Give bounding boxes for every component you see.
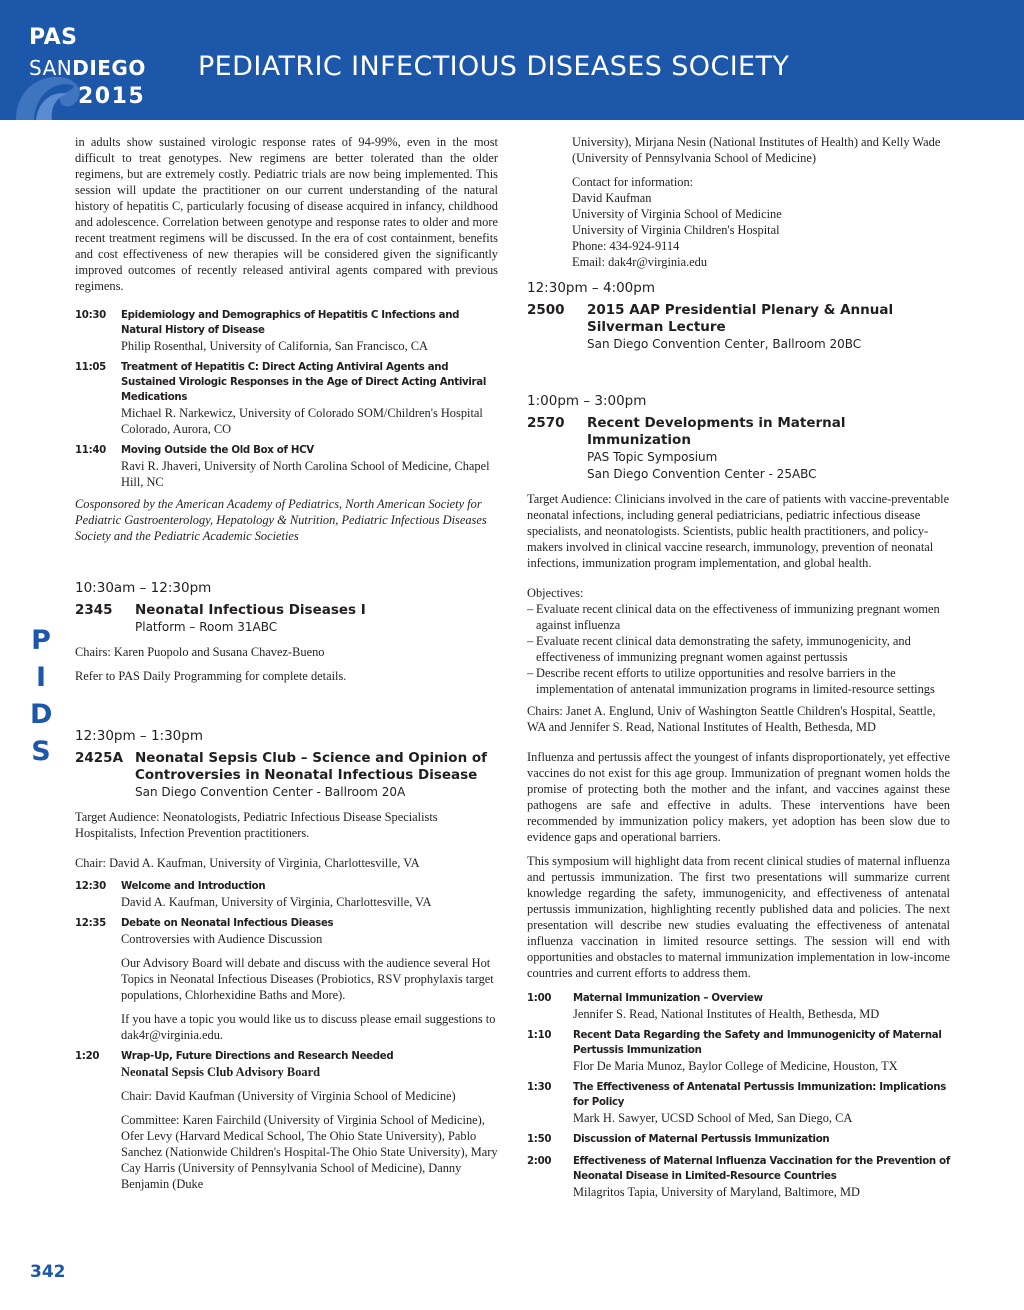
session-number: 2345 [75, 602, 113, 618]
slot-time: 1:50 [527, 1134, 552, 1145]
schedule-slot [75, 308, 498, 354]
session-number: 2425A [75, 750, 124, 766]
time-heading: 12:30pm – 4:00pm [527, 280, 655, 296]
session-2500 [527, 302, 950, 353]
slot-time: 12:30 [75, 881, 106, 892]
session-chairs: Chairs: Karen Puopolo and Susana Chavez-Bueno [75, 645, 325, 659]
objective-item: – Evaluate recent clinical data on the effectiveness of immunizing pregnant women against influenza [527, 601, 950, 633]
slot-subtitle: Neonatal Sepsis Club Advisory Board [121, 1065, 320, 1079]
hepatitis-intro: in adults show sustained virologic response rates of 94-99%, even in the most difficult to treat genotypes. New regimens are better tolerated than the older regimens, but are extremely costly. Pediatric trials are now being implemented. This session will update the practitioner on our current understanding of the natural history of hepatitis C, particularly focusing of disease acquired in infancy, childhood and adolescence. Correlation between genotype and response rates to older and more recent treatment regimens will be discussed. In the era of cost containment, benefits and cost effectiveness of new therapies will be considered given the significantly improved outcomes of recently released antiviral agents compared with previous regimens. [75, 135, 498, 293]
side-letter-p: P [31, 625, 51, 656]
slot-time: 11:05 [75, 362, 106, 373]
contact-line: Contact for information: [572, 175, 694, 189]
session-chairs: Chairs: Janet A. Englund, Univ of Washington Seattle Children's Hospital, Seattle, WA and Jennifer S. Read, National Institutes of Health, Bethesda, MD [527, 704, 936, 734]
slot-time: 1:30 [527, 1082, 552, 1093]
objectives-label: Objectives: [527, 586, 584, 600]
slot-chair: Chair: David Kaufman (University of Virginia School of Medicine) [121, 1089, 456, 1103]
contact-line: University of Virginia Children's Hospital [572, 223, 780, 237]
page-number: 342 [30, 1262, 66, 1282]
session-2345 [75, 602, 498, 636]
objective-text: Describe recent efforts to utilize opportunities and resolve barriers in the implementation of antenatal immunization programs in limited-resource settings [536, 666, 935, 696]
slot-time: 1:20 [75, 1051, 100, 1062]
slot-speaker: Michael R. Narkewicz, University of Colorado SOM/Children's Hospital Colorado, Aurora, CO [121, 406, 483, 436]
session-description: This symposium will highlight data from recent clinical studies of maternal influenza and pertussis immunization. The first two presentations will summarize current knowledge regarding the safety, immunogenicity, and effectiveness of antenatal pertussis immunization, highlighting recently published data and policies. The next presentation will describe new studies evaluating the effectiveness of antenatal influenza vaccination in limited resource settings. The session will end with opportunities and obstacles to maternal immunization implementation in low-income countries and current efforts to address them. [527, 854, 950, 980]
session-subtitle: PAS Topic Symposium [587, 450, 718, 464]
session-2570 [527, 415, 950, 483]
logo-diego: DIEGO [72, 56, 146, 80]
slot-title: Recent Data Regarding the Safety and Immunogenicity of Maternal Pertussis Immunization [573, 1030, 942, 1056]
schedule-slot [75, 360, 498, 437]
schedule-slot [75, 443, 498, 490]
slot-title: Moving Outside the Old Box of HCV [121, 445, 314, 456]
slot-title: Effectiveness of Maternal Influenza Vaccination for the Prevention of Neonatal Disease in Limited-Resource Countries [573, 1156, 950, 1182]
slot-title: Maternal Immunization – Overview [573, 993, 763, 1004]
schedule-slot [527, 991, 950, 1022]
session-title: Neonatal Infectious Diseases I [135, 602, 366, 618]
session-title: Recent Developments in Maternal Immunization [587, 415, 846, 448]
slot-title: Discussion of Maternal Pertussis Immunization [573, 1134, 830, 1145]
contact-line: David Kaufman [572, 191, 652, 205]
session-location: San Diego Convention Center - Ballroom 20A [135, 785, 406, 799]
slot-speaker: Ravi R. Jhaveri, University of North Carolina School of Medicine, Chapel Hill, NC [121, 459, 490, 489]
objective-item: – Evaluate recent clinical data demonstrating the safety, immunogenicity, and effectiveness of immunizing pregnant women against pertussis [527, 633, 950, 665]
slot-title: Wrap-Up, Future Directions and Research Needed [121, 1051, 394, 1062]
objective-text: Evaluate recent clinical data demonstrating the safety, immunogenicity, and effectiveness of immunizing pregnant women against pertussis [536, 634, 911, 664]
slot-speaker: Milagritos Tapia, University of Maryland, Baltimore, MD [573, 1185, 860, 1199]
session-location: San Diego Convention Center - 25ABC [587, 467, 817, 481]
session-title: Neonatal Sepsis Club – Science and Opinion of Controversies in Neonatal Infectious Disease [135, 750, 488, 783]
slot-committee: Committee: Karen Fairchild (University of Virginia School of Medicine), Ofer Levy (Harvard Medical School, The Ohio State University), Pablo Sanchez (Nationwide Children's Hospital-The Ohio State University), Mary Cay Harris (University of Pennsylvania School of Medicine), Danny Benjamin (Duke [121, 1113, 498, 1191]
side-letter-i: I [35, 662, 47, 693]
objective-item: – Describe recent efforts to utilize opportunities and resolve barriers in the implementation of antenatal immunization programs in limited-resource settings [527, 665, 950, 697]
time-heading: 1:00pm – 3:00pm [527, 393, 647, 409]
slot-speaker: David A. Kaufman, University of Virginia, Charlottesville, VA [121, 895, 432, 909]
contact-line: Phone: 434-924-9114 [572, 239, 680, 253]
side-pids-label [30, 625, 52, 773]
time-heading: 10:30am – 12:30pm [75, 580, 212, 596]
slot-speaker: Mark H. Sawyer, UCSD School of Med, San Diego, CA [573, 1111, 853, 1125]
session-number: 2570 [527, 415, 565, 431]
left-column [75, 134, 498, 1198]
session-location: San Diego Convention Center, Ballroom 20BC [587, 337, 862, 351]
session-chair: Chair: David A. Kaufman, University of Virginia, Charlottesville, VA [75, 856, 420, 870]
slot-subtitle: Controversies with Audience Discussion [121, 932, 323, 946]
society-title: PEDIATRIC INFECTIOUS DISEASES SOCIETY [198, 51, 790, 82]
slot-speaker: Flor De Maria Munoz, Baylor College of Medicine, Houston, TX [573, 1059, 898, 1073]
session-2425a [75, 750, 498, 801]
slot-title: Epidemiology and Demographics of Hepatitis C Infections and Natural History of Disease [121, 310, 460, 336]
session-title: 2015 AAP Presidential Plenary & Annual Silverman Lecture [587, 302, 894, 335]
contact-line: University of Virginia School of Medicine [572, 207, 782, 221]
logo-pas: PAS [29, 25, 78, 50]
schedule-slot [75, 879, 498, 910]
side-letter-d: D [30, 699, 53, 730]
slot-time: 1:10 [527, 1030, 552, 1041]
right-column [527, 134, 950, 1206]
side-letter-s: S [31, 736, 51, 767]
target-audience: Target Audience: Clinicians involved in the care of patients with vaccine-preventable neonatal infections, including general pediatricians, pediatric infectious disease specialists, and neonatologists. Scientists, public health practitioners, and policy-makers involved in clinical vaccine research, immunology, prevention of neonatal infections, immunization program implementation, and global health. [527, 492, 950, 570]
slot-time: 12:35 [75, 918, 106, 929]
schedule-slot [527, 1154, 950, 1200]
schedule-slot [527, 1028, 950, 1074]
schedule-slot [75, 916, 498, 1043]
slot-description: If you have a topic you would like us to discuss please email suggestions to dak4r@virginia.edu. [121, 1012, 496, 1042]
slot-time: 10:30 [75, 310, 106, 321]
slot-time: 2:00 [527, 1156, 552, 1167]
session-location: Platform – Room 31ABC [135, 620, 278, 634]
target-audience: Target Audience: Neonatologists, Pediatric Infectious Disease Specialists Hospitalists, Infection Prevention practitioners. [75, 810, 438, 840]
session-refer: Refer to PAS Daily Programming for complete details. [75, 669, 347, 683]
logo-year: 2015 [78, 84, 146, 109]
slot-description: Our Advisory Board will debate and discuss with the audience several Hot Topics in Neonatal Infectious Diseases (Probiotics, RSV prophylaxis target populations, Chlorhexidine Baths and More). [121, 956, 494, 1002]
time-heading: 12:30pm – 1:30pm [75, 728, 203, 744]
committee-continued: University), Mirjana Nesin (National Institutes of Health) and Kelly Wade (University of Pennsylvania School of Medicine) [572, 135, 941, 165]
contact-email[interactable]: Email: dak4r@virginia.edu [572, 255, 708, 269]
slot-time: 1:00 [527, 993, 552, 1004]
slot-title: Welcome and Introduction [121, 881, 266, 892]
logo-san-diego [29, 56, 146, 80]
slot-title: Debate on Neonatal Infectious Dieases [121, 918, 334, 929]
header-banner [0, 0, 1024, 120]
objective-text: Evaluate recent clinical data on the effectiveness of immunizing pregnant women against influenza [536, 602, 940, 632]
cosponsor-note: Cosponsored by the American Academy of Pediatrics, North American Society for Pediatric Gastroenterology, Hepatology & Nutrition, Pediatric Infectious Diseases Society and the Pediatric Academic Societies [75, 497, 487, 543]
session-number: 2500 [527, 302, 565, 318]
slot-title: Treatment of Hepatitis C: Direct Acting Antiviral Agents and Sustained Virologic Responses in the Age of Direct Acting Antiviral Medications [121, 362, 487, 403]
schedule-slot [527, 1132, 950, 1148]
schedule-slot [75, 1049, 498, 1192]
slot-title: The Effectiveness of Antenatal Pertussis Immunization: Implications for Policy [573, 1082, 946, 1108]
slot-time: 11:40 [75, 445, 106, 456]
session-description: Influenza and pertussis affect the youngest of infants disproportionately, yet effective vaccines do not exist for this age group. Immunization of pregnant women holds the promise of protecting both the mother and the infant, and vaccines against these pathogens are safe and effective in adults. These interventions have been recommended by immunization policy makers, yet adoption has been slow due to evidence gaps and operational barriers. [527, 750, 950, 844]
slot-speaker: Jennifer S. Read, National Institutes of Health, Bethesda, MD [573, 1007, 880, 1021]
slot-speaker: Philip Rosenthal, University of California, San Francisco, CA [121, 339, 428, 353]
logo-san: SAN [29, 56, 73, 80]
schedule-slot [527, 1080, 950, 1126]
